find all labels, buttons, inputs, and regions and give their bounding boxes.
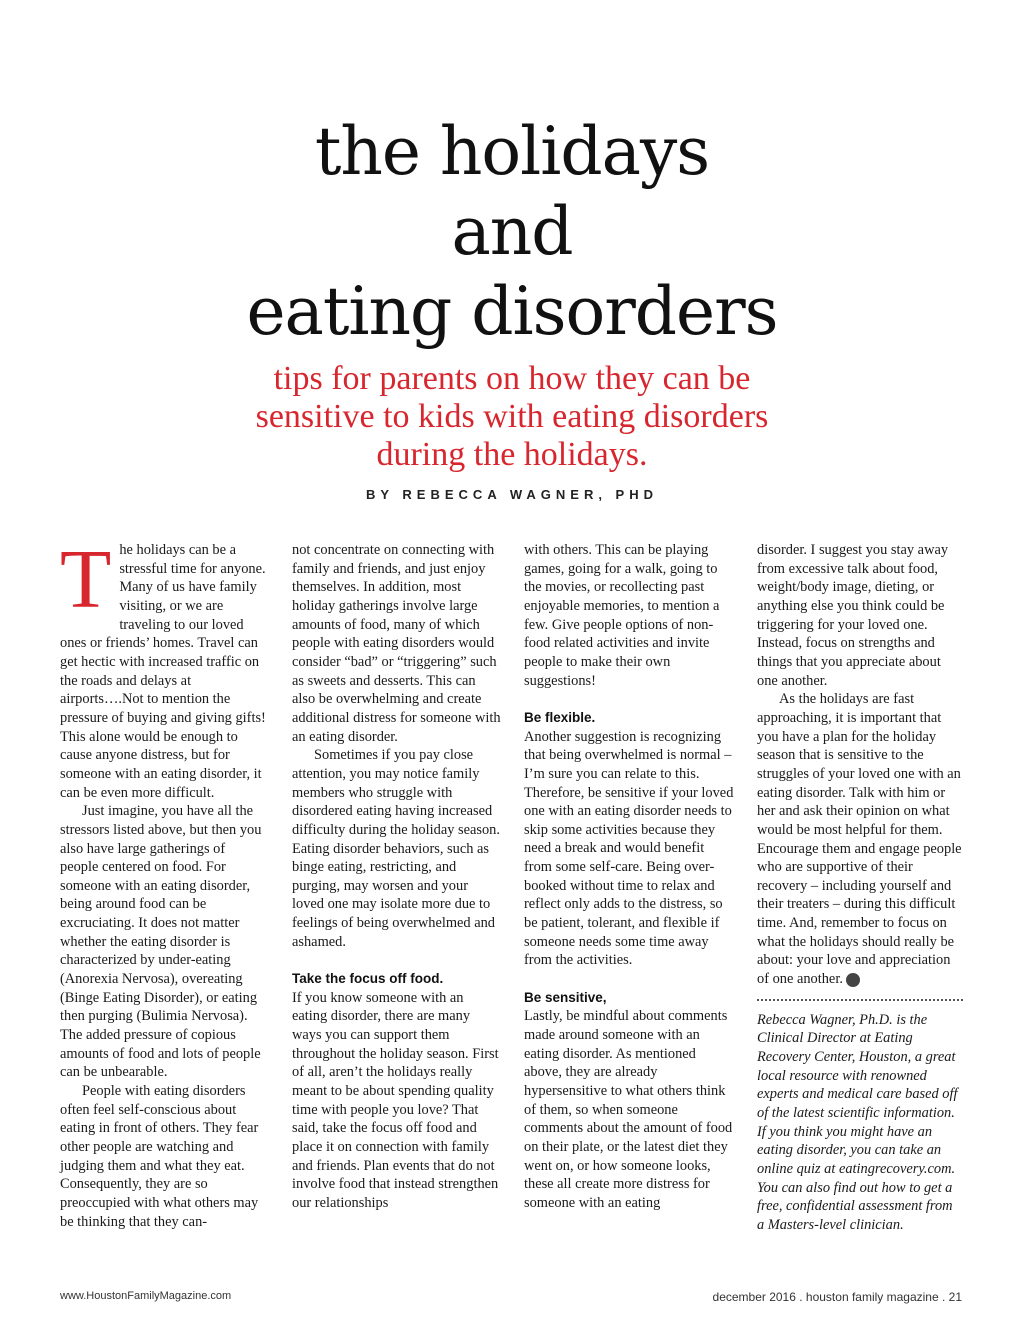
closing-text: As the holidays are fast approaching, it is important that you have a plan for the holiday season that is sensitive to the struggles of your loved one with an eating disorder. Talk with him or her and ask their opinion on what would be most helpful for them. Encourage them and engage people who are supportive of their recovery – including yourself and their treaters – during this difficult time. And, remember to focus on what the holidays should really be about: your love and appreciation of one another. (757, 691, 962, 988)
title-line-3: eating disorders (246, 273, 778, 350)
paragraph: People with eating disorders often feel self-conscious about eating in front of others. They fear other people are watching and judging them and what they eat. Consequently, they are so preoccupied with what others may be thinking that they can- (60, 1083, 259, 1230)
title-line-1: the holidays (314, 113, 710, 190)
footer-page-info: december 2016 . houston family magazine . 21 (712, 1290, 962, 1304)
subtitle-line-1: tips for parents on how they can be (273, 360, 751, 397)
subtitle-line-3: during the holidays. (376, 436, 648, 473)
intro-paragraph (60, 533, 266, 802)
paragraph: not concentrate on connecting with family and friends, and just enjoy themselves. In addition, most holiday gatherings involve large amounts of food, many of which people with eating disorders would consider “bad” or “triggering” such as sweets and desserts. This can also be overwhelming and create additional distress for someone with an eating disorder. (292, 542, 501, 745)
article-subtitle (150, 360, 874, 474)
bio-divider (757, 999, 963, 1001)
paragraph: Another suggestion is recognizing that being overwhelmed is normal – I’m sure you can relate to this. Therefore, be sensitive if your loved one with an eating disorder needs to skip some activities because they need a break and would benefit from some self-care. Being over-booked without time to relax and reflect only adds to the distress, so be patient, tolerant, and flexible if someone needs some time away from the activities. (524, 728, 734, 969)
paragraph: with others. This can be playing games, going for a walk, going to the movies, or recollecting past enjoyable memories, to mention a few. Give people options of non-food related activities and invite people to make their own suggestions! (524, 542, 720, 689)
paragraph: Sometimes if you pay close attention, you may notice family members who struggle with disordered eating having increased difficulty during the holiday season. Eating disorder behaviors, such as binge eating, restricting, and purging, may worsen and your loved one may isolate more due to feelings of being overwhelmed and ashamed. (292, 747, 500, 950)
paragraph: disorder. I suggest you stay away from excessive talk about food, weight/body image, dieting, or anything else you think could be triggering for your loved one. Instead, focus on strengths and things that you appreciate about one another. (757, 542, 949, 689)
title-line-2: and (451, 193, 573, 270)
subtitle-line-2: sensitive to kids with eating disorders (255, 398, 769, 435)
paragraph: Just imagine, you have all the stressors listed above, but then you also have large gatherings of people centered on food. For someone with an eating disorder, being around food can be excruciating. It does not matter whether the eating disorder is characterized by under-eating (Anorexia Nervosa), overeating (Binge Eating Disorder), or eating then purging (Bulimia Nervosa). The added pressure of copious amounts of food and lots of people can be unbearable. (60, 803, 262, 1081)
column-3 (524, 541, 734, 1213)
closing-paragraph (757, 690, 963, 989)
paragraph: If you know someone with an eating disorder, there are many ways you can support them throughout the holiday season. First of all, aren’t the holidays really meant to be about spending quality time with people you love? That said, take the focus off food and place it on connection with family and friends. Plan events that do not involve food that instead strengthen our relationships (292, 989, 499, 1211)
drop-cap: T (60, 533, 112, 626)
intro-text: he holidays can be a stressful time for anyone. Many of us have family visiting, or we are traveling to our loved ones or friends’ homes. Travel can get hectic with increased traffic on the roads and delays at airports….Not to mention the pressure of buying and giving gifts! This alone would be enough to cause anyone distress, but for someone with an eating disorder, it can be even more difficult. (60, 542, 266, 801)
article-title (0, 112, 1024, 352)
footer-website: www.HoustonFamilyMagazine.com (60, 1290, 232, 1302)
author-byline: BY REBECCA WAGNER, PHD (365, 487, 659, 502)
column-2 (292, 541, 502, 1213)
section-heading-focus-off-food: Take the focus off food. (292, 971, 444, 987)
section-heading-be-flexible: Be flexible. (524, 709, 596, 725)
section-heading-be-sensitive: Be sensitive, (524, 989, 607, 1005)
end-mark-icon: HF (846, 973, 860, 987)
column-1 (60, 533, 266, 1231)
column-4 (757, 541, 963, 1235)
author-bio: Rebecca Wagner, Ph.D. is the Clinical Director at Eating Recovery Center, Houston, a great local resource with renowned experts and medical care based off of the latest scientific information. If you think you might have an eating disorder, you can take an online quiz at eatingrecovery.com. You can also find out how to get a free, confidential assessment from a Masters-level clinician. (757, 1011, 958, 1233)
paragraph: Lastly, be mindful about comments made around someone with an eating disorder. As mentioned above, they are already hypersensitive to what others think of them, so when someone comments about the amount of food on their plate, or the latest diet they went on, or how someone looks, these all create more distress for someone with an eating (524, 1008, 733, 1211)
